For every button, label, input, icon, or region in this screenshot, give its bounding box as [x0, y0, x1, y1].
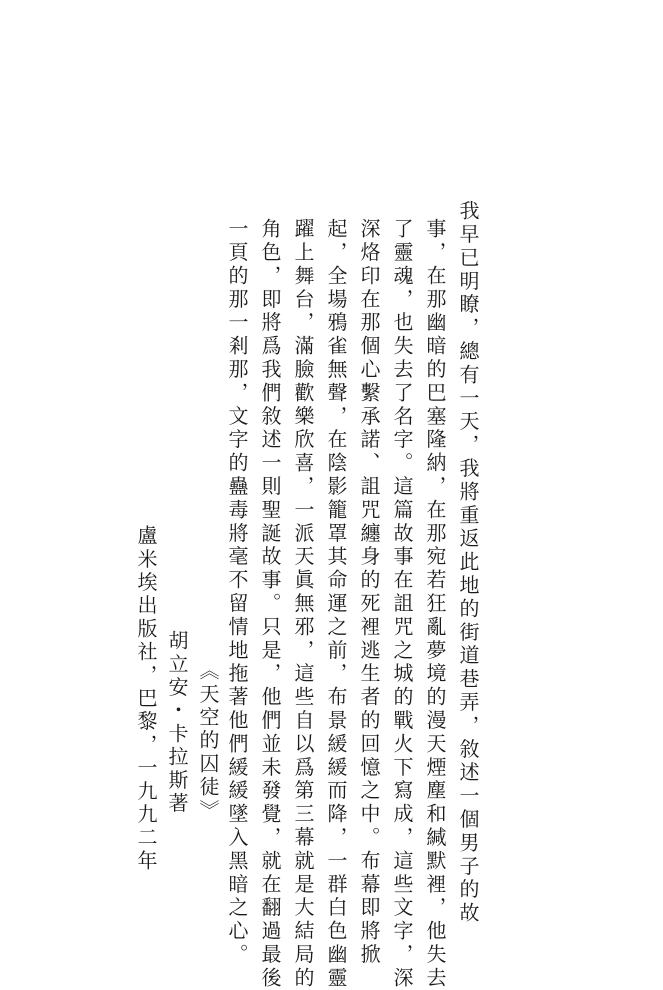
text-column-5: 起，全場鴉雀無聲，在陰影籠罩其命運之前，布景緩緩而降，一群白色幽靈	[324, 218, 348, 990]
text-column-6: 躍上舞台，滿臉歡樂欣喜，一派天眞無邪，這些自以爲第三幕就是大結局的	[291, 218, 315, 990]
source-book-title: 《天空的囚徒》	[196, 660, 220, 823]
source-publisher: 盧米埃出版社，巴黎，一九九二年	[134, 525, 158, 873]
text-column-4: 深烙印在那個心繫承諾、詛咒纏身的死裡逃生者的回憶之中。布幕即將掀	[357, 218, 381, 967]
text-column-3: 了靈魂，也失去了名字。這篇故事在詛咒之城的戰火下寫成，這些文字，深	[390, 218, 414, 990]
text-column-8: 一頁的那一剎那，文字的蠱毒將毫不留情地拖著他們緩緩墜入黑暗之心。	[225, 218, 249, 967]
source-author: 胡立安・卡拉斯著	[165, 630, 189, 816]
text-column-7: 角色，即將爲我們敘述一則聖誕故事。只是，他們並未發覺，就在翻過最後	[258, 218, 282, 990]
text-column-1: 我早已明瞭，總有一天，我將重返此地的街道巷弄，敘述一個男子的故	[456, 200, 480, 926]
text-column-2: 事，在那幽暗的巴塞隆納，在那宛若狂亂夢境的漫天煙塵和緘默裡，他失去	[423, 218, 447, 990]
